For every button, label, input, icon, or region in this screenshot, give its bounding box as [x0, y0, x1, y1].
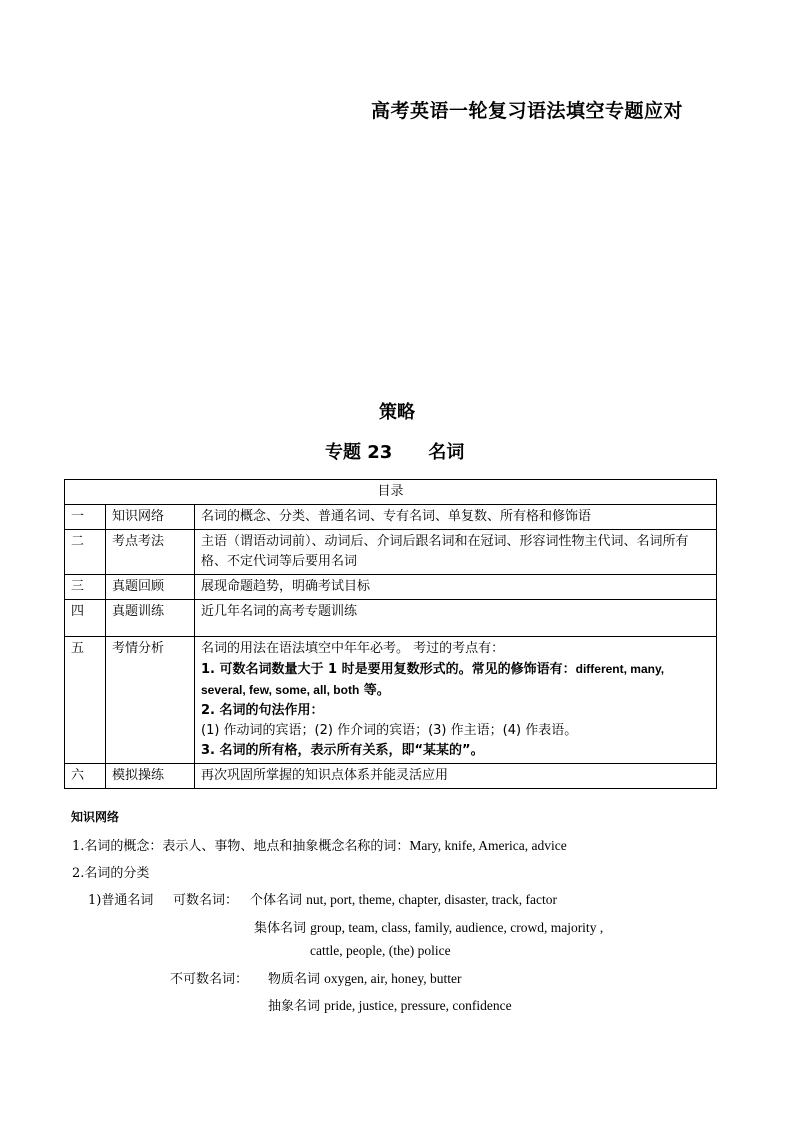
- document-title: 高考英语一轮复习语法填空专题应对: [371, 100, 684, 122]
- row-section: 真题回顾: [106, 575, 195, 600]
- topic-name: 名词: [428, 442, 465, 463]
- concept-line: [72, 835, 567, 854]
- topic-title: [325, 438, 464, 464]
- table-row: [65, 530, 717, 575]
- concept-label: 1.名词的概念：表示人、事物、地点和抽象概念名称的词：: [72, 839, 410, 854]
- row-number: 一: [65, 505, 106, 530]
- row-section: 考点考法: [106, 530, 195, 575]
- collective-label: 集体名词: [254, 921, 307, 936]
- table-header-row: [65, 480, 717, 505]
- row-content: 名词的概念、分类、普通名词、专有名词、单复数、所有格和修饰语: [195, 505, 717, 530]
- table-row: [65, 575, 717, 600]
- row-section: 真题训练: [106, 600, 195, 637]
- analysis-line: 3. 名词的所有格，表示所有关系，即“某某的”。: [201, 743, 484, 758]
- analysis-line: [201, 659, 710, 701]
- analysis-line: 名词的用法在语法填空中年年必考。 考过的考点有：: [201, 641, 505, 656]
- analysis-text: 1. 可数名词数量大于 1 时是要用复数形式的。常见的修饰语有：: [201, 662, 576, 677]
- common-noun-label: 1)普通名词: [88, 893, 154, 908]
- uncountable-label: 不可数名词：: [170, 972, 249, 987]
- individual-label: 个体名词: [250, 893, 303, 908]
- row-section: 知识网络: [106, 505, 195, 530]
- row-content: 主语（谓语动词前）、动词后、介词后跟名词和在冠词、形容词性物主代词、名词所有格、不定代词等后要用名词: [195, 530, 717, 575]
- row-content: 近几年名词的高考专题训练: [195, 600, 717, 637]
- classification-line: 2.名词的分类: [72, 866, 150, 881]
- material-examples: oxygen, air, honey, butter: [324, 971, 462, 986]
- modifier-examples: different, many, several, few, some, all, both: [201, 662, 665, 697]
- contents-table: [64, 479, 717, 789]
- abstract-label: 抽象名词: [268, 999, 321, 1014]
- row-number: 四: [65, 600, 106, 637]
- row-section: 模拟操练: [106, 764, 195, 789]
- row-content: 再次巩固所掌握的知识点体系并能灵活应用: [195, 764, 717, 789]
- individual-line: [250, 889, 557, 908]
- row-number: 五: [65, 637, 106, 764]
- row-content: [195, 637, 717, 764]
- analysis-line: 2. 名词的句法作用：: [201, 703, 324, 718]
- abstract-line: [268, 995, 512, 1014]
- collective-examples: group, team, class, family, audience, crowd, majority ,: [310, 920, 604, 935]
- knowledge-heading: 知识网络: [71, 810, 120, 824]
- table-row: [65, 505, 717, 530]
- table-row: [65, 637, 717, 764]
- countable-label: 可数名词：: [173, 893, 239, 908]
- row-number: 六: [65, 764, 106, 789]
- analysis-text: 等。: [359, 683, 390, 698]
- topic-number: 专题 23: [325, 442, 393, 463]
- analysis-line: (1) 作动词的宾语；(2) 作介词的宾语；(3) 作主语；(4) 作表语。: [201, 723, 578, 738]
- document-subtitle: 策略: [379, 402, 415, 423]
- individual-examples: nut, port, theme, chapter, disaster, track, factor: [306, 892, 557, 907]
- row-content: 展现命题趋势，明确考试目标: [195, 575, 717, 600]
- collective-examples-cont: cattle, people, (the) police: [310, 943, 451, 958]
- collective-line: [254, 917, 603, 936]
- abstract-examples: pride, justice, pressure, confidence: [324, 998, 512, 1013]
- row-section: 考情分析: [106, 637, 195, 764]
- contents-heading: 目录: [65, 480, 717, 505]
- row-number: 二: [65, 530, 106, 575]
- concept-examples: Mary, knife, America, advice: [409, 838, 567, 853]
- table-row: [65, 600, 717, 637]
- material-label: 物质名词: [268, 972, 321, 987]
- table-row: [65, 764, 717, 789]
- material-line: [268, 968, 461, 987]
- row-number: 三: [65, 575, 106, 600]
